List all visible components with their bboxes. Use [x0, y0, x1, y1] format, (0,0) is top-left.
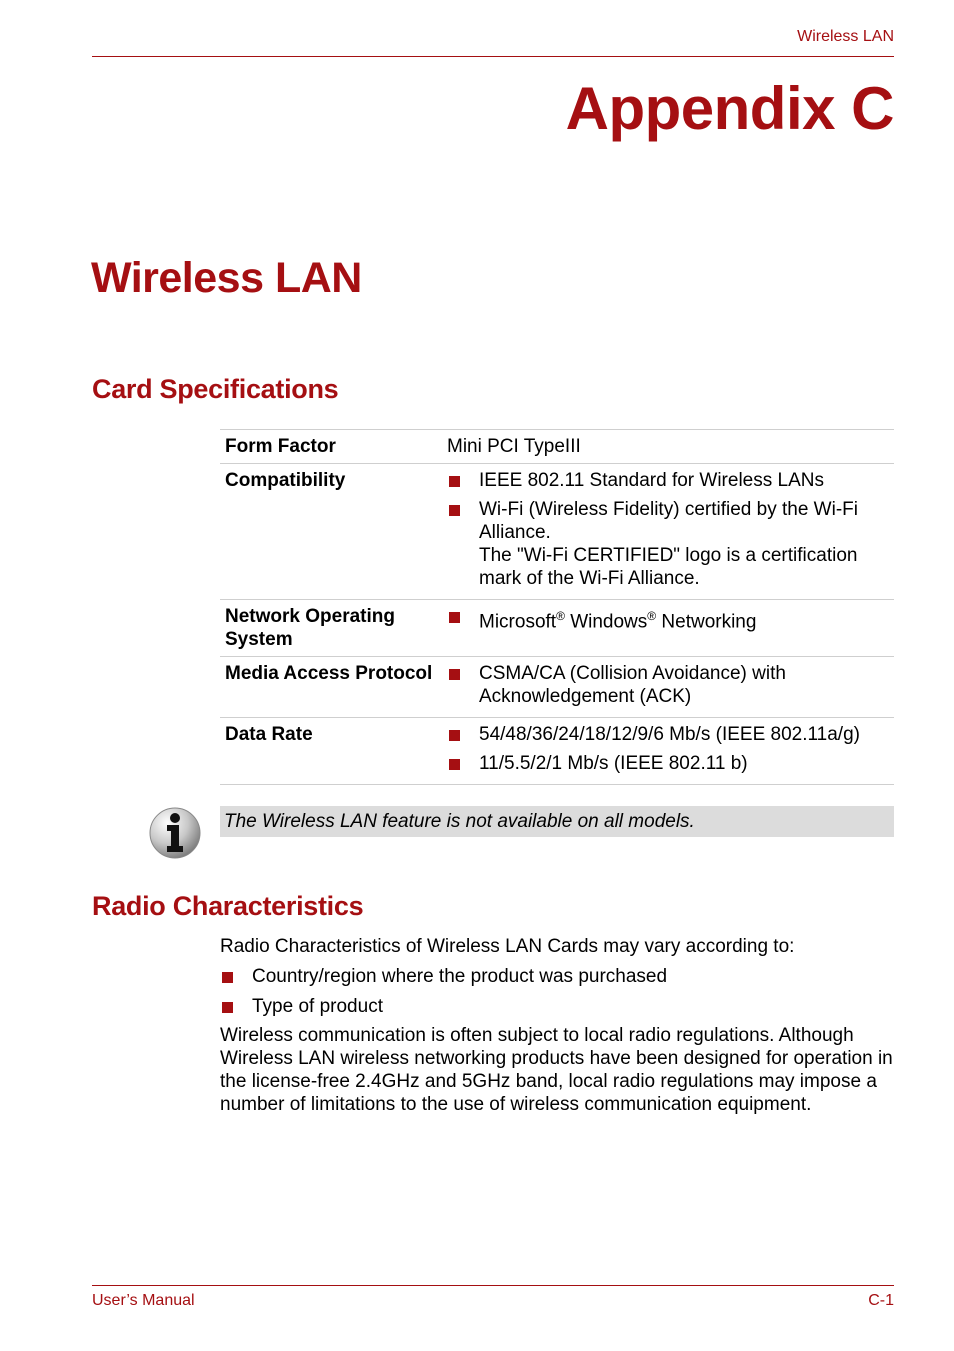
row-label: Data Rate	[220, 718, 447, 785]
radio-heading: Radio Characteristics	[92, 891, 364, 921]
table-row	[220, 464, 894, 600]
table-row	[220, 657, 894, 718]
footer-rule	[92, 1285, 894, 1286]
row-value	[447, 657, 894, 718]
bullet-icon	[449, 730, 460, 741]
header-rule	[92, 56, 894, 57]
list-item: CSMA/CA (Collision Avoidance) with Acknowledgement (ACK)	[447, 662, 894, 708]
note-text: The Wireless LAN feature is not available on all models.	[220, 806, 894, 837]
table-row	[220, 600, 894, 657]
bullet-icon	[449, 505, 460, 516]
table-row	[220, 430, 894, 464]
list-item: Type of product	[220, 995, 667, 1018]
card-specs-heading: Card Specifications	[92, 374, 339, 404]
list-item: 11/5.5/2/1 Mb/s (IEEE 802.11 b)	[447, 752, 894, 775]
section-title: Wireless LAN	[91, 254, 362, 302]
radio-paragraph: Wireless communication is often subject to local radio regulations. Although Wireless LAN wireless networking products have been designed for operation in the license-free 2.4GHz and 5GHz band, local radio regulations may impose a number of limitations to the use of wireless communication equipment.	[220, 1025, 893, 1115]
row-label: Form Factor	[220, 430, 447, 464]
radio-intro: Radio Characteristics of Wireless LAN Cards may vary according to:	[220, 936, 795, 957]
chapter-title: Appendix C	[565, 75, 894, 142]
row-label: Network Operating System	[220, 600, 447, 657]
table-row	[220, 718, 894, 785]
row-value	[447, 464, 894, 600]
row-value	[447, 600, 894, 657]
footer-left: User’s Manual	[92, 1292, 195, 1309]
bullet-icon	[222, 1002, 233, 1013]
bullet-icon	[449, 759, 460, 770]
list-item: Country/region where the product was purchased	[220, 965, 667, 988]
list-item: 54/48/36/24/18/12/9/6 Mb/s (IEEE 802.11a/g)	[447, 723, 894, 746]
bullet-icon	[449, 669, 460, 680]
row-value: Mini PCI TypeIII	[447, 430, 894, 464]
radio-list	[220, 965, 667, 1025]
row-label: Compatibility	[220, 464, 447, 600]
page-number: C-1	[868, 1292, 894, 1309]
row-value	[447, 718, 894, 785]
row-label: Media Access Protocol	[220, 657, 447, 718]
list-item: Microsoft® Windows® Networking	[447, 605, 894, 633]
info-icon	[148, 806, 202, 860]
bullet-icon	[449, 476, 460, 487]
bullet-icon	[222, 972, 233, 983]
list-item: IEEE 802.11 Standard for Wireless LANs	[447, 469, 894, 492]
running-header: Wireless LAN	[797, 28, 894, 45]
list-item: Wi-Fi (Wireless Fidelity) certified by the Wi-Fi Alliance. The "Wi-Fi CERTIFIED" logo is a certification mark of the Wi-Fi Alliance.	[447, 498, 894, 590]
spec-table	[220, 429, 894, 785]
bullet-icon	[449, 612, 460, 623]
